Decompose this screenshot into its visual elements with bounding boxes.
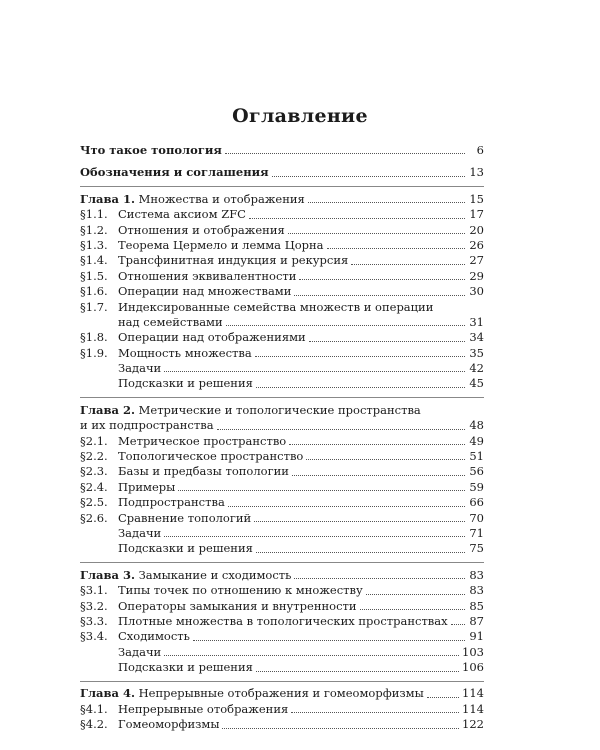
dot-leader bbox=[366, 593, 465, 595]
section-title: Плотные множества в топологических пространствах bbox=[118, 613, 448, 628]
toc-exercises[interactable] bbox=[80, 645, 484, 660]
section-number: §1.8. bbox=[80, 330, 108, 345]
toc-chapter-4[interactable] bbox=[80, 687, 484, 702]
section-title: Система аксиом ZFC bbox=[118, 207, 246, 222]
chapter-label: Глава 1. bbox=[80, 191, 135, 206]
toc-chapter-3[interactable] bbox=[80, 568, 484, 583]
section-number: §1.6. bbox=[80, 284, 108, 299]
toc-hints[interactable] bbox=[80, 376, 484, 391]
toc-page-number: 106 bbox=[462, 660, 484, 675]
section-number: §3.3. bbox=[80, 613, 108, 628]
toc-page-number: 87 bbox=[469, 613, 484, 628]
section-number: §4.2. bbox=[80, 717, 108, 732]
section-title: Топологическое пространство bbox=[118, 449, 304, 464]
chapter-title: Замыкание и сходимость bbox=[138, 567, 292, 582]
dot-leader bbox=[226, 324, 465, 326]
section-title: Отношения и отображения bbox=[118, 222, 285, 237]
toc-hints[interactable] bbox=[80, 660, 484, 675]
table-of-contents bbox=[80, 143, 484, 733]
section-number: §3.4. bbox=[80, 629, 108, 644]
chapter-title: Непрерывные отображения и гомеоморфизмы bbox=[138, 686, 424, 701]
chapter-title: Множества и отображения bbox=[138, 191, 305, 206]
section-number: §1.1. bbox=[80, 207, 108, 222]
toc-page-number: 15 bbox=[469, 191, 484, 206]
toc-page-number: 59 bbox=[469, 479, 484, 494]
section-number: §2.1. bbox=[80, 433, 108, 448]
toc-section[interactable] bbox=[80, 599, 484, 614]
dot-leader bbox=[256, 551, 465, 553]
dot-leader bbox=[327, 247, 465, 249]
section-number: §1.2. bbox=[80, 222, 108, 237]
toc-section-continuation[interactable] bbox=[80, 315, 484, 330]
dot-leader bbox=[289, 443, 465, 445]
section-number: §3.2. bbox=[80, 598, 108, 613]
dot-leader bbox=[306, 458, 465, 460]
toc-section[interactable] bbox=[80, 480, 484, 495]
toc-page-number: 71 bbox=[469, 525, 484, 540]
section-number: §2.6. bbox=[80, 510, 108, 525]
section-number: §2.3. bbox=[80, 464, 108, 479]
dot-leader bbox=[193, 639, 465, 641]
section-number: §1.5. bbox=[80, 268, 108, 283]
divider bbox=[80, 186, 484, 187]
section-title: Задачи bbox=[118, 525, 162, 540]
section-title: Операции над множествами bbox=[118, 284, 292, 299]
section-title: Индексированные семейства множеств и операции bbox=[118, 299, 434, 314]
toc-section[interactable] bbox=[80, 717, 484, 732]
dot-leader bbox=[164, 535, 465, 537]
chapter-label: Глава 4. bbox=[80, 686, 135, 701]
toc-entry-title: Обозначения и соглашения bbox=[80, 165, 269, 180]
toc-section[interactable] bbox=[80, 449, 484, 464]
dot-leader bbox=[254, 520, 465, 522]
toc-hints[interactable] bbox=[80, 541, 484, 556]
toc-section[interactable] bbox=[80, 614, 484, 629]
toc-entry-notation[interactable] bbox=[80, 165, 484, 180]
section-number: §2.5. bbox=[80, 495, 108, 510]
dot-leader bbox=[309, 340, 465, 342]
dot-leader bbox=[292, 474, 465, 476]
dot-leader bbox=[256, 386, 465, 388]
dot-leader bbox=[164, 370, 465, 372]
section-title: Примеры bbox=[118, 479, 176, 494]
section-title: Метрическое пространство bbox=[118, 433, 287, 448]
section-number: §2.4. bbox=[80, 479, 108, 494]
dot-leader bbox=[294, 294, 465, 296]
section-title: Сходимость bbox=[118, 629, 190, 644]
section-title: Гомеоморфизмы bbox=[118, 717, 220, 732]
toc-exercises[interactable] bbox=[80, 526, 484, 541]
dot-leader bbox=[222, 727, 459, 729]
toc-section[interactable] bbox=[80, 284, 484, 299]
toc-section[interactable] bbox=[80, 434, 484, 449]
toc-section[interactable] bbox=[80, 330, 484, 345]
toc-page-number: 13 bbox=[469, 165, 484, 180]
toc-page-number: 56 bbox=[469, 464, 484, 479]
toc-page-number: 83 bbox=[469, 567, 484, 582]
chapter-title: Метрические и топологические пространства bbox=[138, 402, 421, 417]
toc-page-number: 66 bbox=[469, 495, 484, 510]
toc-page-number: 114 bbox=[462, 701, 484, 716]
section-title: Подсказки и решения bbox=[118, 660, 253, 675]
chapter-label: Глава 3. bbox=[80, 567, 135, 582]
dot-leader bbox=[255, 355, 465, 357]
toc-section[interactable] bbox=[80, 702, 484, 717]
page-title: Оглавление bbox=[232, 105, 368, 127]
toc-chapter-2-continuation[interactable] bbox=[80, 418, 484, 433]
dot-leader bbox=[288, 232, 465, 234]
dot-leader bbox=[291, 711, 459, 713]
toc-page-number: 27 bbox=[469, 253, 484, 268]
section-number: §2.2. bbox=[80, 449, 108, 464]
section-number: §1.4. bbox=[80, 253, 108, 268]
toc-page-number: 70 bbox=[469, 510, 484, 525]
toc-section[interactable] bbox=[80, 583, 484, 598]
toc-page-number: 35 bbox=[469, 345, 484, 360]
section-title: Непрерывные отображения bbox=[118, 701, 289, 716]
toc-page-number: 45 bbox=[469, 376, 484, 391]
toc-page-number: 20 bbox=[469, 222, 484, 237]
toc-section[interactable] bbox=[80, 269, 484, 284]
toc-page-number: 17 bbox=[469, 207, 484, 222]
toc-page-number: 85 bbox=[469, 598, 484, 613]
section-title: Операторы замыкания и внутренности bbox=[118, 598, 357, 613]
dot-leader bbox=[351, 263, 465, 265]
dot-leader bbox=[256, 670, 459, 672]
section-title: Задачи bbox=[118, 644, 162, 659]
section-title: Операции над отображениями bbox=[118, 330, 306, 345]
toc-exercises[interactable] bbox=[80, 361, 484, 376]
toc-page-number: 51 bbox=[469, 449, 484, 464]
toc-page-number: 31 bbox=[469, 314, 484, 329]
toc-page-number: 30 bbox=[469, 284, 484, 299]
section-title: Базы и предбазы топологии bbox=[118, 464, 289, 479]
section-title: Теорема Цермело и лемма Цорна bbox=[118, 237, 324, 252]
toc-page-number: 122 bbox=[462, 717, 484, 732]
chapter-label: Глава 2. bbox=[80, 402, 135, 417]
section-number: §1.3. bbox=[80, 237, 108, 252]
dot-leader bbox=[225, 152, 465, 154]
section-number: §1.9. bbox=[80, 345, 108, 360]
dot-leader bbox=[164, 654, 459, 656]
section-number: §4.1. bbox=[80, 701, 108, 716]
toc-page-number: 103 bbox=[462, 644, 484, 659]
dot-leader bbox=[294, 577, 465, 579]
toc-section[interactable] bbox=[80, 223, 484, 238]
toc-page-number: 42 bbox=[469, 361, 484, 376]
dot-leader bbox=[217, 428, 465, 430]
section-title: Трансфинитная индукция и рекурсия bbox=[118, 253, 349, 268]
divider bbox=[80, 562, 484, 563]
toc-entry-title: Что такое топология bbox=[80, 142, 222, 157]
divider bbox=[80, 397, 484, 398]
section-title-continued: над семействами bbox=[118, 314, 223, 329]
toc-entry-intro[interactable] bbox=[80, 143, 484, 158]
dot-leader bbox=[451, 623, 465, 625]
dot-leader bbox=[308, 201, 465, 203]
toc-page-number: 75 bbox=[469, 541, 484, 556]
toc-section[interactable] bbox=[80, 464, 484, 479]
toc-page-number: 114 bbox=[462, 686, 484, 701]
section-title: Подсказки и решения bbox=[118, 376, 253, 391]
toc-page-number: 49 bbox=[469, 433, 484, 448]
section-title: Подсказки и решения bbox=[118, 541, 253, 556]
divider bbox=[80, 681, 484, 682]
dot-leader bbox=[299, 278, 465, 280]
toc-section[interactable] bbox=[80, 511, 484, 526]
toc-section[interactable] bbox=[80, 346, 484, 361]
section-title: Подпространства bbox=[118, 495, 225, 510]
section-title: Типы точек по отношению к множеству bbox=[118, 583, 363, 598]
toc-section[interactable] bbox=[80, 207, 484, 222]
toc-page-number: 34 bbox=[469, 330, 484, 345]
section-title: Мощность множества bbox=[118, 345, 252, 360]
section-number: §1.7. bbox=[80, 299, 108, 314]
toc-section[interactable] bbox=[80, 253, 484, 268]
dot-leader bbox=[228, 505, 465, 507]
toc-page-number: 29 bbox=[469, 268, 484, 283]
toc-page-number: 91 bbox=[469, 629, 484, 644]
section-title: Сравнение топологий bbox=[118, 510, 252, 525]
toc-section-first-line[interactable] bbox=[80, 300, 484, 315]
toc-section[interactable] bbox=[80, 238, 484, 253]
section-title: Задачи bbox=[118, 361, 162, 376]
toc-page-number: 48 bbox=[469, 418, 484, 433]
dot-leader bbox=[360, 608, 465, 610]
toc-section[interactable] bbox=[80, 495, 484, 510]
toc-page-number: 83 bbox=[469, 583, 484, 598]
section-title: Отношения эквивалентности bbox=[118, 268, 297, 283]
toc-chapter-1[interactable] bbox=[80, 192, 484, 207]
toc-page-number: 26 bbox=[469, 237, 484, 252]
dot-leader bbox=[272, 175, 465, 177]
dot-leader bbox=[178, 489, 465, 491]
toc-page-number: 6 bbox=[476, 142, 484, 157]
toc-section[interactable] bbox=[80, 629, 484, 644]
dot-leader bbox=[249, 217, 465, 219]
chapter-title-continued: и их подпространства bbox=[80, 418, 214, 433]
section-number: §3.1. bbox=[80, 583, 108, 598]
toc-chapter-2[interactable] bbox=[80, 403, 484, 418]
dot-leader bbox=[427, 696, 459, 698]
